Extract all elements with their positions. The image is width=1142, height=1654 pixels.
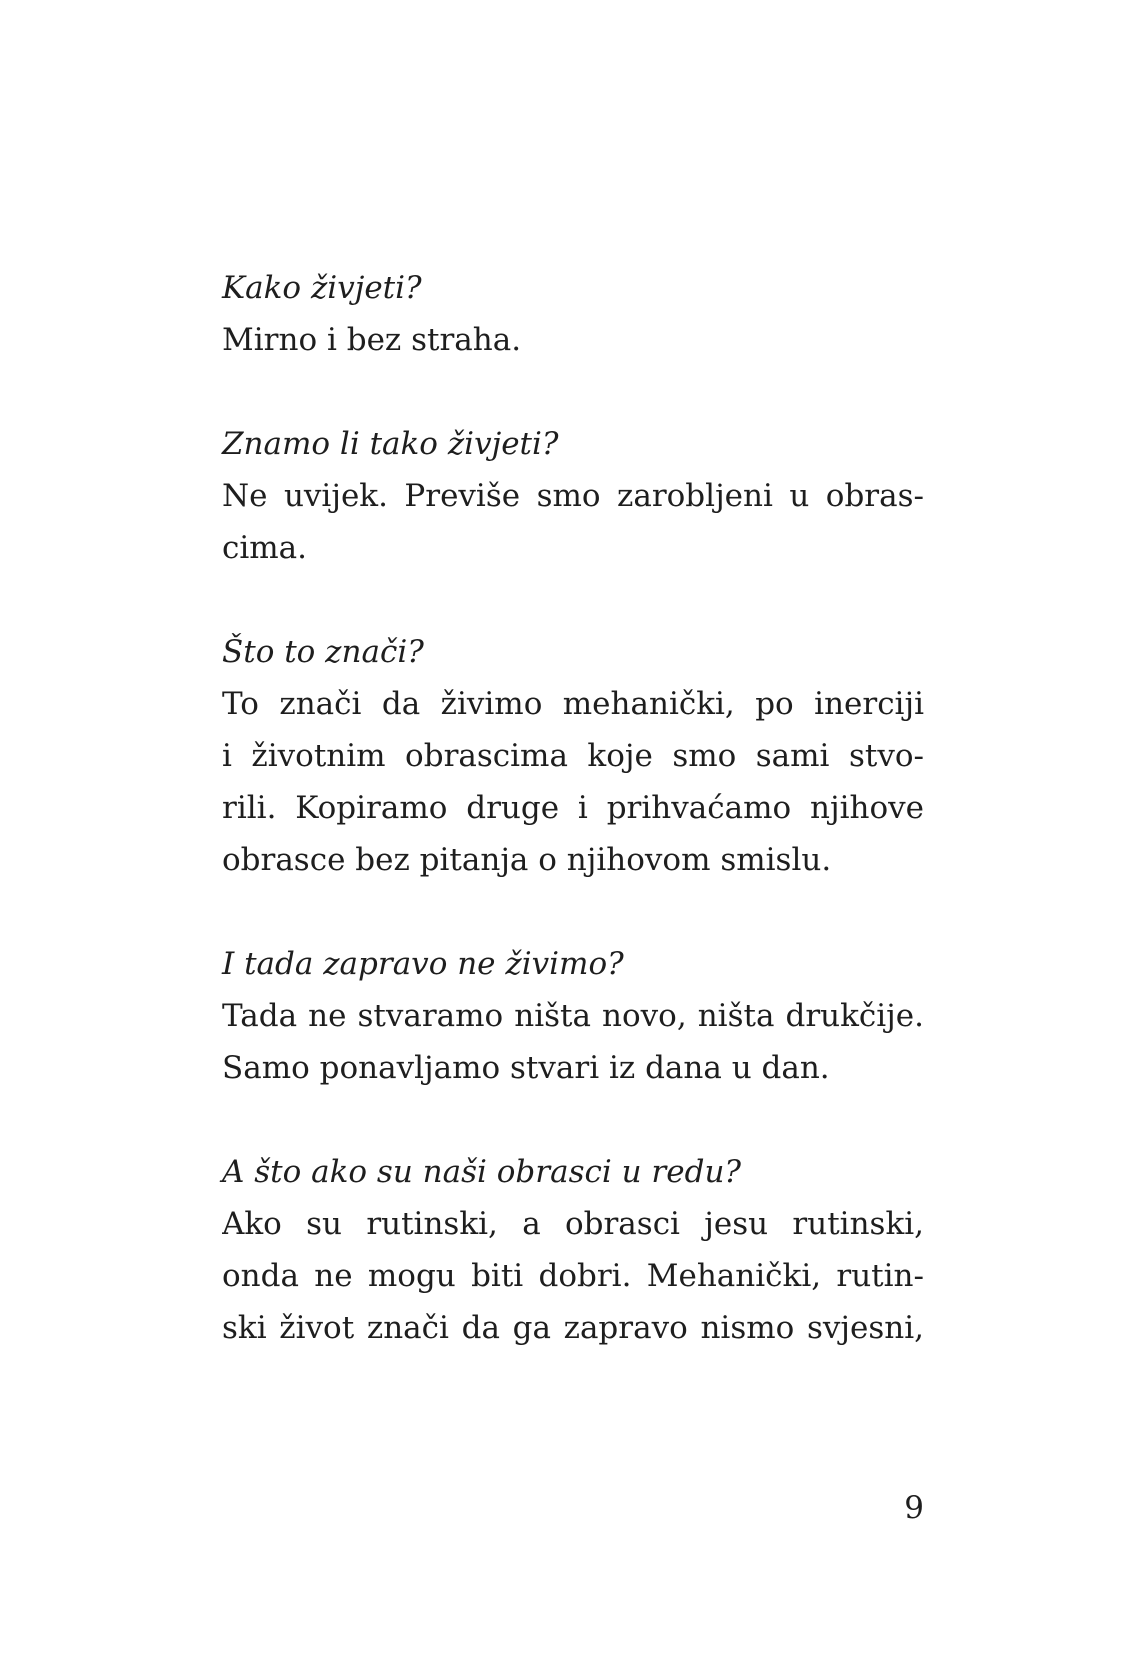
paragraph-gap [222, 1094, 924, 1146]
answer-line: rili. Kopiramo druge i prihvaćamo njihove [222, 790, 924, 826]
answer-line: Ne uvijek. Previše smo zarobljeni u obras- [222, 478, 924, 514]
page-number: 9 [904, 1490, 924, 1526]
question-heading: Kako živjeti? [222, 270, 422, 306]
answer-line: Ako su rutinski, a obrasci jesu rutinski, [222, 1206, 924, 1242]
answer-line: Mirno i bez straha. [222, 322, 522, 358]
body-text [222, 262, 924, 1354]
question-heading: I tada zapravo ne živimo? [222, 946, 624, 982]
question-heading: Znamo li tako živjeti? [222, 426, 559, 462]
answer-line: cima. [222, 530, 308, 566]
answer-line: obrasce bez pitanja o njihovom smislu. [222, 842, 832, 878]
answer-line: Tada ne stvaramo ništa novo, ništa drukčije. [222, 998, 924, 1034]
paragraph-gap [222, 366, 924, 418]
answer-line: Samo ponavljamo stvari iz dana u dan. [222, 1050, 830, 1086]
question-heading: Što to znači? [222, 634, 424, 670]
answer-line: i životnim obrascima koje smo sami stvo- [222, 738, 924, 774]
paragraph-gap [222, 574, 924, 626]
paragraph-gap [222, 886, 924, 938]
answer-line: onda ne mogu biti dobri. Mehanički, rutin- [222, 1258, 924, 1294]
question-heading: A što ako su naši obrasci u redu? [222, 1154, 742, 1190]
answer-line: To znači da živimo mehanički, po inerciji [222, 686, 924, 722]
answer-line: ski život znači da ga zapravo nismo svjesni, [222, 1310, 924, 1346]
